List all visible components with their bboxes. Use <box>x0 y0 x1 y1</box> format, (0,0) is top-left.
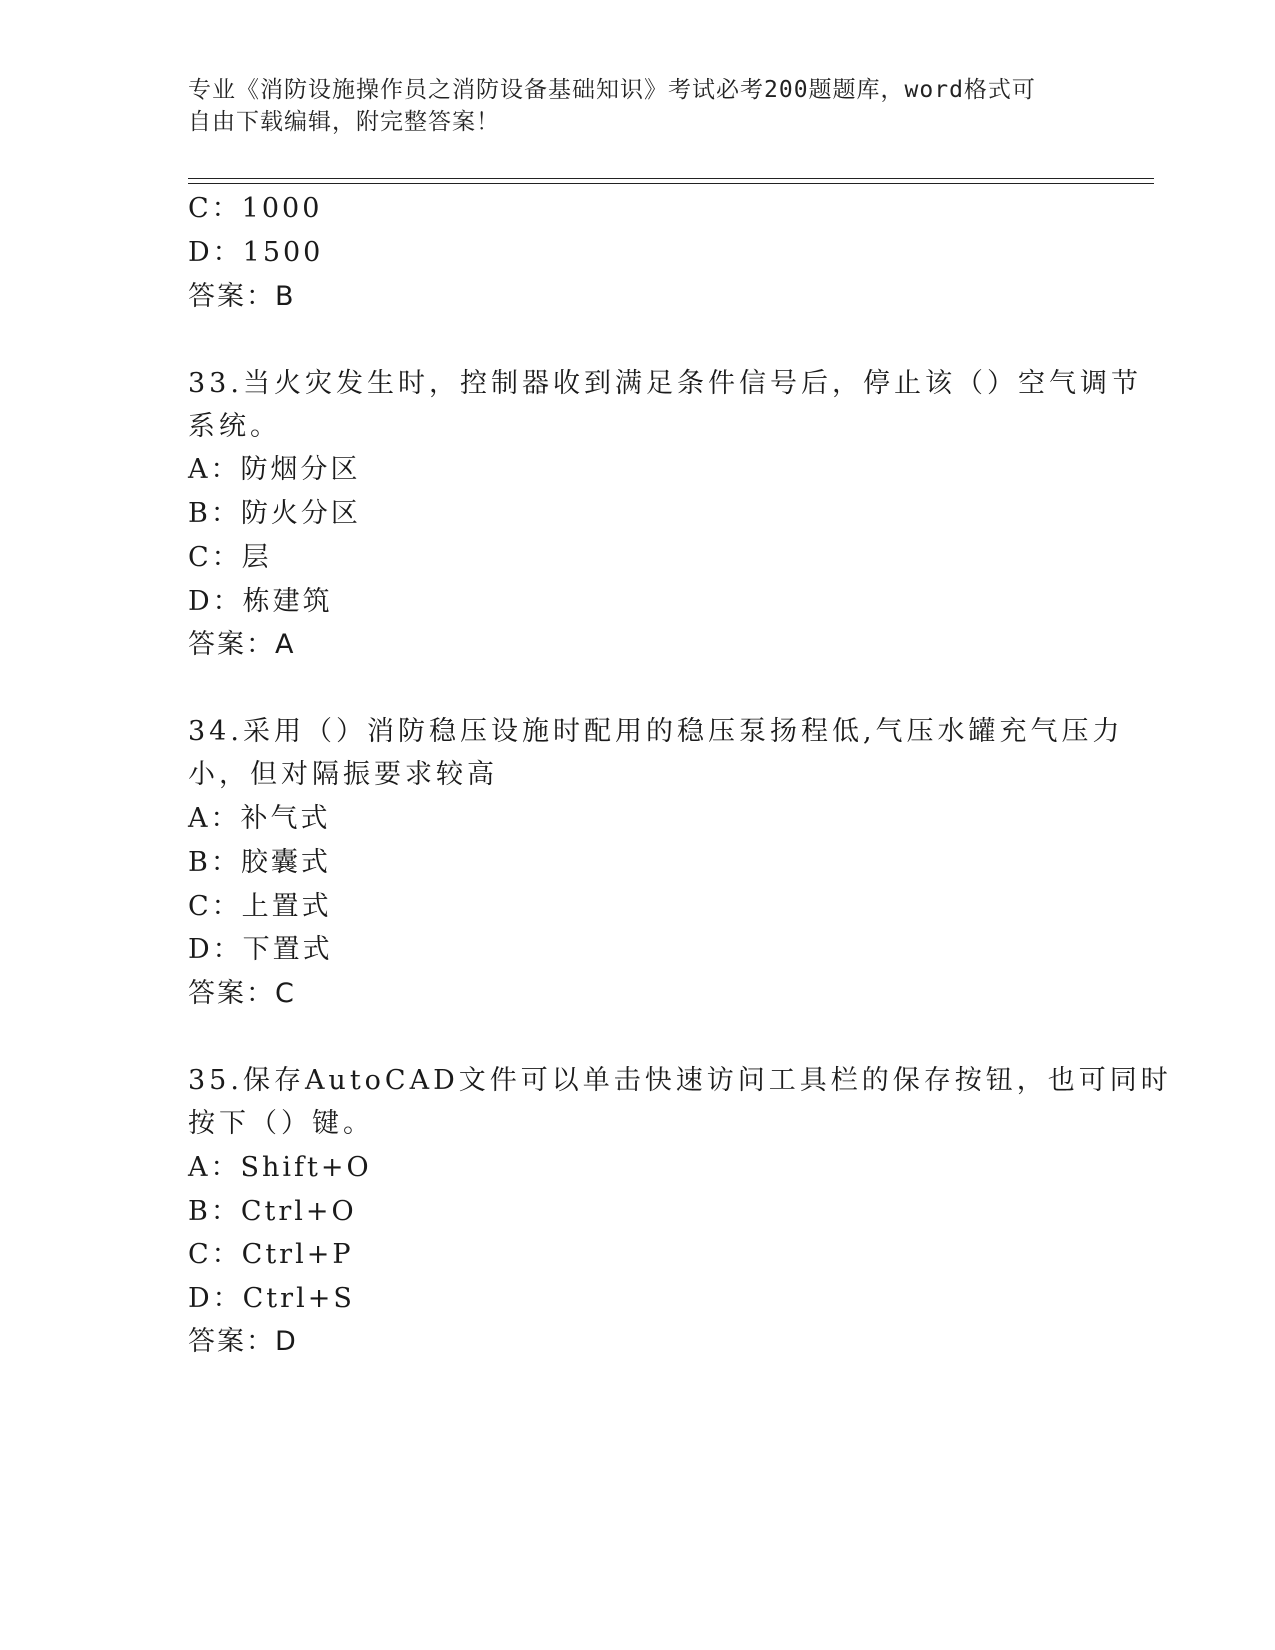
header-title-line-2: 自由下载编辑，附完整答案！ <box>188 109 500 135</box>
q33-option-c: C：层 <box>188 542 272 573</box>
prev-answer: 答案：B <box>188 281 296 312</box>
q35-stem-line-2: 按下（）键。 <box>188 1108 374 1139</box>
q33-option-b: B：防火分区 <box>188 498 361 529</box>
q34-option-b: B：胶囊式 <box>188 847 331 878</box>
q34-stem-line-2: 小，但对隔振要求较高 <box>188 759 498 790</box>
q35-option-c: C：Ctrl+P <box>188 1239 354 1270</box>
header-divider-top <box>188 178 1154 179</box>
q35-option-d: D：Ctrl+S <box>188 1283 355 1314</box>
q33-stem-line-1: 33.当火灾发生时，控制器收到满足条件信号后，停止该（）空气调节 <box>188 368 1142 399</box>
q35-answer: 答案：D <box>188 1326 298 1357</box>
q35-option-b: B：Ctrl+O <box>188 1196 357 1227</box>
prev-option-d: D：1500 <box>188 237 324 268</box>
header-divider-bottom <box>188 183 1154 184</box>
document-header <box>188 74 1068 138</box>
q35-option-a: A：Shift+O <box>188 1152 372 1183</box>
q34-option-a: A：补气式 <box>188 803 331 834</box>
q33-option-d: D：栋建筑 <box>188 586 333 617</box>
q33-stem-line-2: 系统。 <box>188 411 281 442</box>
q34-stem-line-1: 34.采用（）消防稳压设施时配用的稳压泵扬程低,气压水罐充气压力 <box>188 716 1124 747</box>
q34-option-c: C：上置式 <box>188 891 332 922</box>
q33-answer: 答案：A <box>188 629 296 660</box>
header-title-line-1: 专业《消防设施操作员之消防设备基础知识》考试必考200题题库，word格式可 <box>188 77 1036 103</box>
prev-option-c: C：1000 <box>188 193 323 224</box>
q34-option-d: D：下置式 <box>188 934 333 965</box>
q33-option-a: A：防烟分区 <box>188 454 361 485</box>
q35-stem-line-1: 35.保存AutoCAD文件可以单击快速访问工具栏的保存按钮，也可同时 <box>188 1065 1172 1096</box>
q34-answer: 答案：C <box>188 978 296 1009</box>
